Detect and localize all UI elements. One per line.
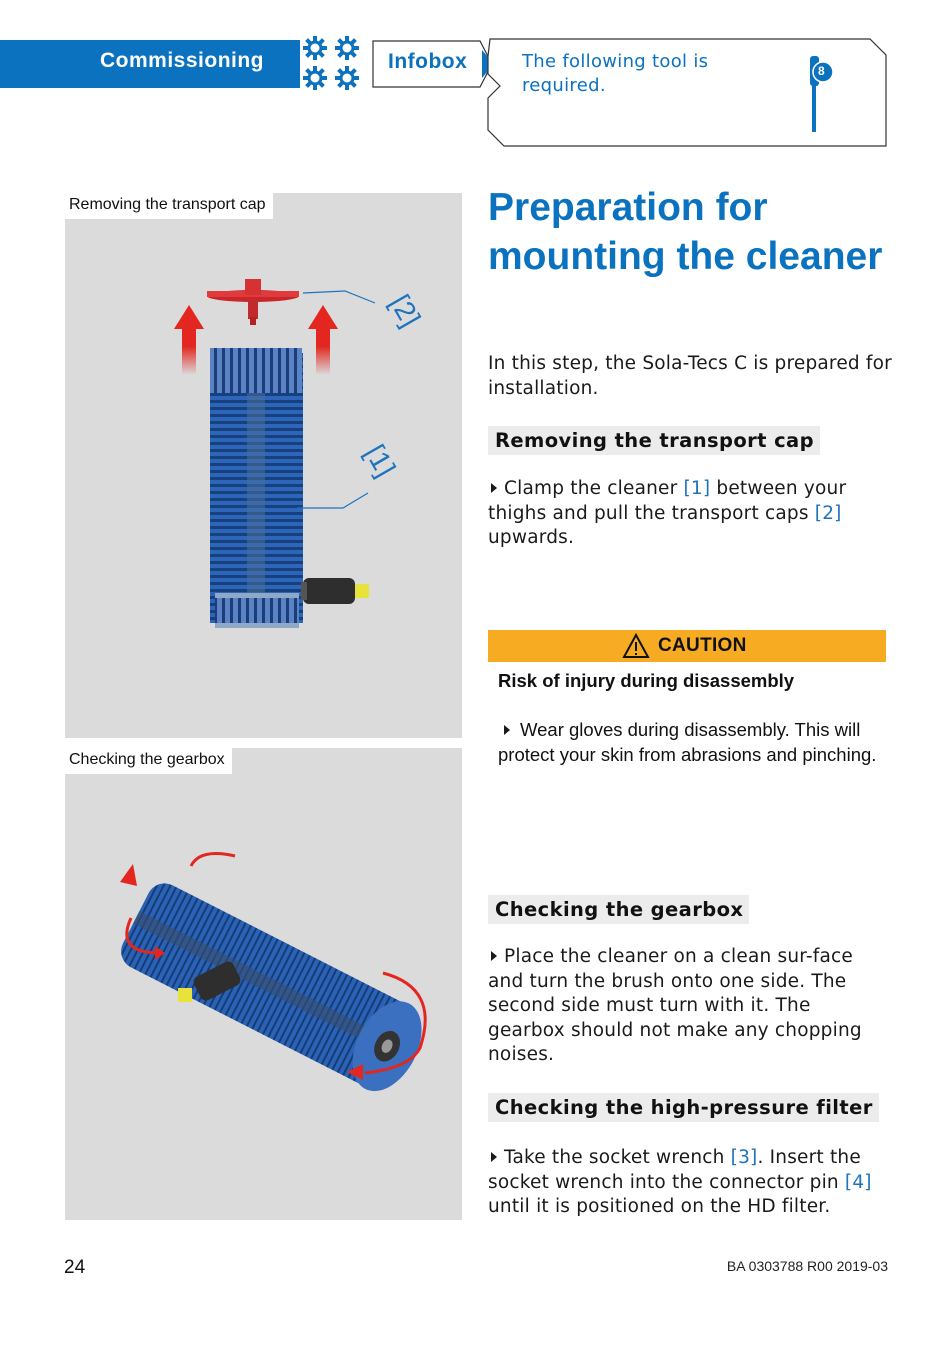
- bullet-triangle-icon: [504, 725, 510, 735]
- brush-cleaner-icon: [210, 348, 369, 628]
- callout-1: [1]: [359, 439, 402, 482]
- figure-removing-transport-cap: [65, 193, 462, 738]
- callout-2: [2]: [384, 289, 427, 332]
- bullet-triangle-icon: [491, 483, 497, 493]
- bullet-triangle-icon: [491, 951, 497, 961]
- step-text: Place the cleaner on a clean sur-face and turn the brush onto one side. The second side must turn with it. The gearbox should not make any chopping noises.: [488, 946, 862, 1065]
- page-number: 24: [64, 1257, 86, 1278]
- page-title: Preparation for mounting the cleaner: [488, 186, 883, 278]
- caution-body: Wear gloves during disassembly. This will protect your skin from abrasions and pinching.: [498, 719, 877, 765]
- gears-icon: [300, 34, 364, 94]
- reference-callout: [4]: [844, 1171, 872, 1193]
- reference-callout: [1]: [683, 478, 711, 499]
- socket-wrench-icon: [802, 56, 836, 134]
- reference-callout: [3]: [730, 1147, 758, 1168]
- section-heading: Checking the gearbox: [488, 895, 749, 924]
- intro-text: In this step, the Sola-Tecs C is prepared for installation.: [488, 353, 892, 399]
- caution-heading: Risk of injury during disassembly: [498, 670, 795, 691]
- figure-caption: Checking the gearbox: [65, 748, 232, 774]
- step-text: Take the socket wrench [3]. Insert the socket wrench into the connector pin [4] until it is positioned on the HD filter.: [488, 1147, 872, 1217]
- warning-triangle-icon: [622, 633, 650, 659]
- section-tab-label: Commissioning: [100, 49, 265, 72]
- bullet-triangle-icon: [491, 1152, 497, 1162]
- section-heading: Checking the high-pressure filter: [488, 1093, 879, 1122]
- reference-callout: [2]: [814, 502, 842, 524]
- tool-required-text: The following tool is required.: [522, 51, 709, 96]
- step-text: Clamp the cleaner [1] between your thighs and pull the transport caps [2] upwards.: [488, 478, 847, 548]
- infobox-label: Infobox: [388, 50, 468, 73]
- caution-label: CAUTION: [658, 635, 747, 656]
- document-code: BA 0303788 R00 2019-03: [726, 1258, 888, 1274]
- figure-checking-gearbox: [65, 748, 462, 1220]
- section-heading: Removing the transport cap: [488, 426, 820, 455]
- figure-caption: Removing the transport cap: [65, 193, 273, 219]
- tool-badge-number: 8: [818, 64, 825, 78]
- transport-cap-icon: [207, 279, 299, 325]
